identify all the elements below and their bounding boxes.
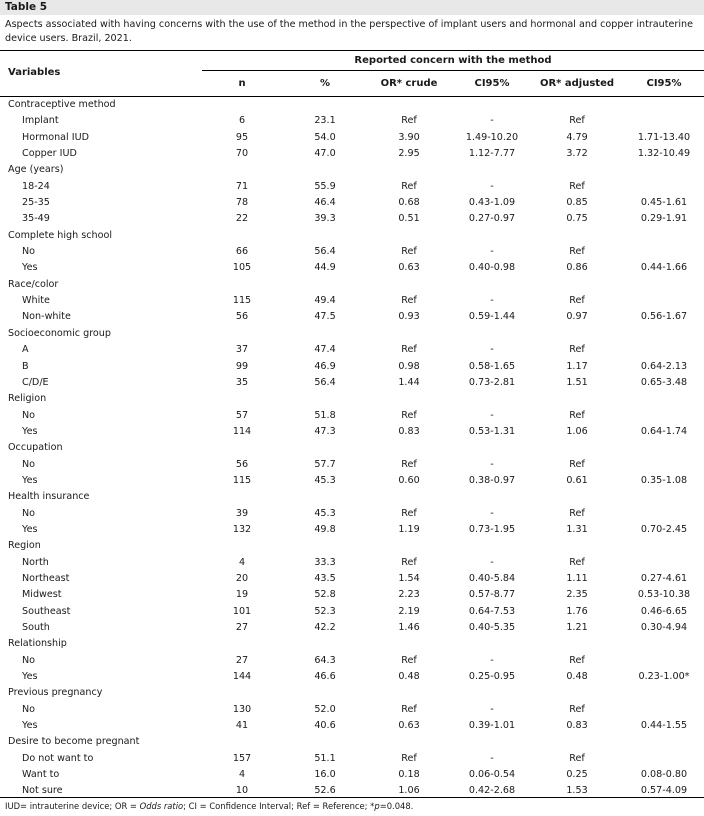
cell-or-crude: Ref	[401, 703, 417, 715]
cell-or-adjusted: Ref	[569, 344, 585, 356]
row-label: B	[22, 360, 29, 372]
cell-n: 105	[232, 262, 252, 274]
cell-ci-adjusted: 1.71-13.40	[637, 131, 691, 143]
group-row	[0, 391, 704, 407]
table-row	[0, 244, 704, 260]
cell-or-adjusted: 1.31	[566, 523, 588, 535]
row-label: White	[22, 295, 50, 307]
cell-or-crude: 0.83	[398, 425, 420, 437]
group-label: Contraceptive method	[8, 99, 116, 110]
footnote-text: IUD= intrauterine device; OR =	[5, 801, 140, 811]
cell-or-crude: 0.51	[398, 213, 420, 225]
cell-ci-crude: 0.40-5.35	[468, 622, 516, 633]
cell-or-adjusted: 1.17	[566, 360, 588, 372]
cell-or-adjusted: Ref	[569, 180, 585, 192]
table-row	[0, 408, 704, 424]
cell-percent: 49.4	[314, 295, 336, 307]
cell-n: 27	[235, 654, 249, 666]
cell-ci-adjusted: 0.70-2.45	[640, 523, 688, 535]
span-rule	[202, 70, 704, 71]
cell-or-crude: 0.60	[398, 474, 420, 486]
row-label: Yes	[22, 474, 38, 486]
cell-ci-adjusted: 0.29-1.91	[640, 213, 688, 225]
cell-or-adjusted: 1.51	[566, 376, 588, 388]
group-row	[0, 734, 704, 750]
cell-ci-crude: 0.73-2.81	[468, 376, 516, 388]
cell-ci-adjusted: 0.27-4.61	[640, 572, 688, 584]
cell-or-adjusted: 3.72	[566, 148, 588, 160]
cell-or-crude: 3.90	[398, 131, 420, 143]
table-row	[0, 375, 704, 391]
table-row	[0, 342, 704, 358]
cell-percent: 51.1	[314, 752, 336, 764]
cell-n: 101	[232, 605, 252, 617]
header-col-or-crude: OR* crude	[380, 78, 438, 89]
cell-or-adjusted: Ref	[569, 409, 585, 421]
row-label: No	[22, 246, 36, 258]
cell-n: 132	[232, 523, 252, 535]
cell-percent: 55.9	[314, 180, 336, 192]
cell-ci-crude: -	[490, 507, 494, 519]
table-row	[0, 620, 704, 636]
cell-or-crude: Ref	[401, 115, 417, 127]
row-label: Do not want to	[22, 752, 94, 764]
row-label: 18-24	[22, 180, 50, 192]
table-row	[0, 179, 704, 195]
cell-ci-crude: -	[490, 246, 494, 258]
table-body	[0, 97, 704, 800]
row-label: 35-49	[22, 213, 50, 225]
cell-ci-crude: 0.73-1.95	[468, 523, 516, 535]
group-label: Health insurance	[8, 491, 90, 503]
cell-percent: 43.5	[314, 572, 336, 584]
cell-percent: 40.6	[314, 720, 336, 732]
cell-or-crude: Ref	[401, 409, 417, 421]
top-rule	[0, 50, 704, 51]
cell-percent: 51.8	[314, 409, 336, 421]
cell-ci-crude: -	[490, 344, 494, 356]
cell-ci-crude: 0.39-1.01	[468, 720, 516, 732]
table-footnote	[5, 801, 413, 812]
cell-n: 115	[232, 295, 252, 307]
cell-ci-adjusted: 0.57-4.09	[640, 785, 688, 797]
cell-or-adjusted: 0.85	[566, 197, 588, 209]
table-row	[0, 359, 704, 375]
cell-ci-adjusted: 0.64-2.13	[640, 360, 688, 372]
header-col-percent: %	[319, 78, 331, 89]
cell-ci-crude: 0.53-1.31	[468, 425, 516, 437]
cell-n: 37	[235, 344, 249, 356]
cell-n: 144	[232, 671, 252, 683]
cell-percent: 64.3	[314, 654, 336, 666]
table-row	[0, 293, 704, 309]
cell-percent: 46.9	[314, 360, 336, 372]
cell-n: 4	[238, 556, 246, 568]
cell-or-adjusted: 1.76	[566, 605, 588, 617]
table-row	[0, 260, 704, 276]
cell-percent: 54.0	[314, 131, 336, 143]
cell-ci-crude: 1.12-7.77	[468, 148, 516, 160]
cell-ci-crude: 0.06-0.54	[468, 769, 516, 781]
row-label: No	[22, 703, 36, 715]
cell-or-adjusted: 1.53	[566, 785, 588, 797]
cell-ci-adjusted: 1.32-10.49	[637, 148, 691, 160]
table-label: Table 5	[0, 0, 704, 15]
cell-ci-crude: -	[490, 458, 494, 470]
cell-ci-crude: 1.49-10.20	[465, 131, 519, 143]
cell-percent: 57.7	[314, 458, 336, 470]
cell-ci-crude: -	[490, 115, 494, 127]
cell-ci-crude: 0.25-0.95	[468, 671, 516, 683]
row-label: South	[22, 622, 50, 633]
cell-or-crude: 0.68	[398, 197, 420, 209]
group-label: Complete high school	[8, 229, 113, 241]
table-row	[0, 555, 704, 571]
cell-ci-crude: 0.38-0.97	[468, 474, 516, 486]
group-label: Occupation	[8, 442, 63, 454]
cell-n: 71	[235, 180, 249, 192]
cell-percent: 45.3	[314, 507, 336, 519]
cell-percent: 47.3	[314, 425, 336, 437]
bottom-rule	[0, 797, 704, 798]
cell-percent: 47.0	[314, 148, 336, 160]
table-row	[0, 506, 704, 522]
cell-ci-crude: 0.43-1.09	[468, 197, 516, 209]
cell-or-adjusted: 4.79	[566, 131, 588, 143]
cell-ci-crude: 0.40-0.98	[468, 262, 516, 274]
cell-n: 4	[238, 769, 246, 781]
cell-n: 157	[232, 752, 252, 764]
cell-or-crude: 1.46	[398, 622, 420, 633]
row-label: Yes	[22, 671, 38, 683]
cell-ci-adjusted: 0.56-1.67	[640, 311, 688, 323]
cell-or-crude: Ref	[401, 507, 417, 519]
footnote-text: =0.048.	[379, 801, 414, 811]
cell-or-adjusted: Ref	[569, 458, 585, 470]
group-row	[0, 538, 704, 554]
row-label: C/D/E	[22, 376, 49, 388]
table-row	[0, 309, 704, 325]
group-label: Relationship	[8, 638, 67, 650]
cell-ci-crude: 0.57-8.77	[468, 589, 516, 601]
row-label: Hormonal IUD	[22, 131, 89, 143]
cell-or-crude: 1.54	[398, 572, 420, 584]
cell-or-crude: 0.93	[398, 311, 420, 323]
table-row	[0, 473, 704, 489]
cell-n: 10	[235, 785, 249, 797]
cell-or-crude: Ref	[401, 752, 417, 764]
table-row	[0, 702, 704, 718]
cell-ci-crude: 0.40-5.84	[468, 572, 516, 584]
cell-percent: 42.2	[314, 622, 336, 633]
cell-or-adjusted: 2.35	[566, 589, 588, 601]
cell-or-adjusted: 1.11	[566, 572, 588, 584]
row-label: North	[22, 556, 49, 568]
row-label: Southeast	[22, 605, 71, 617]
cell-or-adjusted: 0.48	[566, 671, 588, 683]
cell-percent: 44.9	[314, 262, 336, 274]
row-label: Yes	[22, 523, 38, 535]
group-row	[0, 277, 704, 293]
group-row	[0, 162, 704, 178]
table-row	[0, 718, 704, 734]
cell-ci-crude: 0.59-1.44	[468, 311, 516, 323]
cell-n: 39	[235, 507, 249, 519]
row-label: Yes	[22, 720, 38, 732]
table-row	[0, 604, 704, 620]
cell-or-crude: 2.23	[398, 589, 420, 601]
cell-ci-adjusted: 0.45-1.61	[640, 197, 688, 209]
row-label: Northeast	[22, 572, 70, 584]
cell-or-crude: 0.63	[398, 720, 420, 732]
cell-n: 130	[232, 703, 252, 715]
row-label: Not sure	[22, 785, 63, 797]
cell-or-crude: Ref	[401, 180, 417, 192]
cell-ci-adjusted: 0.65-3.48	[640, 376, 688, 388]
cell-n: 27	[235, 622, 249, 633]
table-row	[0, 211, 704, 227]
cell-n: 56	[235, 311, 249, 323]
cell-ci-adjusted: 0.46-6.65	[640, 605, 688, 617]
cell-or-adjusted: Ref	[569, 703, 585, 715]
table-row	[0, 113, 704, 129]
cell-or-adjusted: 0.97	[566, 311, 588, 323]
cell-ci-adjusted: 0.64-1.74	[640, 425, 688, 437]
group-row	[0, 489, 704, 505]
footnote-p: p	[374, 801, 380, 811]
table-row	[0, 195, 704, 211]
header-reported-concern: Reported concern with the method	[354, 55, 552, 66]
cell-or-crude: 2.95	[398, 148, 420, 160]
cell-n: 41	[235, 720, 249, 732]
cell-n: 99	[235, 360, 249, 372]
cell-or-crude: Ref	[401, 458, 417, 470]
cell-or-adjusted: Ref	[569, 654, 585, 666]
cell-or-adjusted: Ref	[569, 556, 585, 568]
footnote-odds-ratio: Odds ratio	[139, 801, 184, 811]
cell-ci-crude: 0.64-7.53	[468, 605, 516, 617]
row-label: No	[22, 507, 36, 519]
table-caption: Aspects associated with having concerns with the use of the method in the perspective of implant users and hormonal and copper intrauterine device users. Brazil, 2021.	[5, 19, 694, 44]
cell-n: 35	[235, 376, 249, 388]
table-row	[0, 130, 704, 146]
cell-ci-crude: -	[490, 752, 494, 764]
cell-or-crude: Ref	[401, 246, 417, 258]
cell-n: 22	[235, 213, 249, 225]
cell-n: 78	[235, 197, 249, 209]
cell-percent: 39.3	[314, 213, 336, 225]
cell-ci-crude: -	[490, 703, 494, 715]
row-label: Non-white	[22, 311, 71, 323]
cell-or-adjusted: 1.21	[566, 622, 588, 633]
cell-n: 19	[235, 589, 249, 601]
table-row	[0, 653, 704, 669]
cell-or-crude: 1.06	[398, 785, 420, 797]
cell-n: 114	[232, 425, 252, 437]
group-label: Region	[8, 540, 41, 552]
cell-percent: 52.3	[314, 605, 336, 617]
cell-percent: 45.3	[314, 474, 336, 486]
cell-n: 20	[235, 572, 249, 584]
cell-or-adjusted: Ref	[569, 246, 585, 258]
cell-ci-adjusted: 0.35-1.08	[640, 474, 688, 486]
cell-or-crude: 0.98	[398, 360, 420, 372]
row-label: Implant	[22, 115, 59, 127]
cell-ci-adjusted: 0.53-10.38	[637, 589, 691, 601]
row-label: Midwest	[22, 589, 62, 601]
cell-ci-crude: 0.27-0.97	[468, 213, 516, 225]
row-label: 25-35	[22, 197, 50, 209]
cell-n: 66	[235, 246, 249, 258]
table-row	[0, 751, 704, 767]
cell-percent: 47.4	[314, 344, 336, 356]
cell-or-adjusted: 0.61	[566, 474, 588, 486]
cell-ci-adjusted: 0.23-1.00*	[638, 671, 690, 683]
cell-percent: 47.5	[314, 311, 336, 323]
header-variables: Variables	[8, 67, 61, 78]
cell-percent: 49.8	[314, 523, 336, 535]
table-row	[0, 146, 704, 162]
cell-percent: 46.6	[314, 671, 336, 683]
table-row	[0, 587, 704, 603]
group-row	[0, 636, 704, 652]
cell-or-crude: Ref	[401, 556, 417, 568]
group-label: Previous pregnancy	[8, 687, 103, 699]
cell-or-crude: Ref	[401, 295, 417, 307]
header-col-ci-adjusted: CI95%	[646, 78, 682, 89]
cell-ci-adjusted: 0.44-1.55	[640, 720, 688, 732]
cell-ci-adjusted: 0.44-1.66	[640, 262, 688, 274]
row-label: A	[22, 344, 29, 356]
row-label: No	[22, 654, 36, 666]
cell-percent: 16.0	[314, 769, 336, 781]
cell-ci-crude: -	[490, 180, 494, 192]
cell-percent: 56.4	[314, 246, 336, 258]
cell-n: 6	[238, 115, 246, 127]
header-col-n: n	[238, 78, 246, 89]
group-label: Desire to become pregnant	[8, 736, 140, 748]
cell-or-crude: 0.48	[398, 671, 420, 683]
cell-percent: 33.3	[314, 556, 336, 568]
cell-or-crude: 0.18	[398, 769, 420, 781]
row-label: No	[22, 409, 36, 421]
cell-or-adjusted: Ref	[569, 115, 585, 127]
cell-or-crude: Ref	[401, 344, 417, 356]
cell-or-crude: 2.19	[398, 605, 420, 617]
cell-n: 95	[235, 131, 249, 143]
cell-or-adjusted: Ref	[569, 295, 585, 307]
cell-ci-crude: -	[490, 409, 494, 421]
group-row	[0, 97, 704, 113]
group-label: Race/color	[8, 278, 59, 290]
group-label: Socioeconomic group	[8, 327, 111, 339]
cell-or-adjusted: Ref	[569, 752, 585, 764]
cell-ci-crude: 0.58-1.65	[468, 360, 516, 372]
cell-ci-adjusted: 0.30-4.94	[640, 622, 688, 633]
cell-ci-crude: -	[490, 654, 494, 666]
cell-or-crude: 1.44	[398, 376, 420, 388]
row-label: Yes	[22, 262, 38, 274]
table-row	[0, 767, 704, 783]
cell-percent: 23.1	[314, 115, 336, 127]
group-row	[0, 440, 704, 456]
cell-or-crude: Ref	[401, 654, 417, 666]
cell-n: 56	[235, 458, 249, 470]
row-label: Copper IUD	[22, 148, 77, 160]
cell-percent: 56.4	[314, 376, 336, 388]
cell-percent: 52.8	[314, 589, 336, 601]
cell-or-adjusted: Ref	[569, 507, 585, 519]
cell-or-adjusted: 0.83	[566, 720, 588, 732]
cell-ci-crude: 0.42-2.68	[468, 785, 516, 797]
cell-ci-crude: -	[490, 295, 494, 307]
cell-ci-adjusted: 0.08-0.80	[640, 769, 688, 781]
group-row	[0, 326, 704, 342]
header-col-or-adjusted: OR* adjusted	[539, 78, 615, 89]
cell-or-adjusted: 1.06	[566, 425, 588, 437]
cell-or-crude: 0.63	[398, 262, 420, 274]
footnote-text: ; CI = Confidence Interval; Ref = Reference; *	[183, 801, 375, 811]
cell-percent: 52.6	[314, 785, 336, 797]
cell-ci-crude: -	[490, 556, 494, 568]
table-row	[0, 522, 704, 538]
cell-or-adjusted: 0.75	[566, 213, 588, 225]
cell-n: 57	[235, 409, 249, 421]
group-row	[0, 228, 704, 244]
cell-or-crude: 1.19	[398, 523, 420, 535]
table-row	[0, 457, 704, 473]
group-label: Religion	[8, 393, 47, 405]
table-row	[0, 424, 704, 440]
group-label: Age (years)	[8, 164, 64, 176]
table-row	[0, 669, 704, 685]
row-label: Yes	[22, 425, 38, 437]
cell-n: 115	[232, 474, 252, 486]
cell-percent: 46.4	[314, 197, 336, 209]
row-label: No	[22, 458, 36, 470]
cell-or-adjusted: 0.25	[566, 769, 588, 781]
group-row	[0, 685, 704, 701]
header-col-ci-crude: CI95%	[474, 78, 510, 89]
row-label: Want to	[22, 769, 60, 781]
table-row	[0, 571, 704, 587]
cell-percent: 52.0	[314, 703, 336, 715]
cell-n: 70	[235, 148, 249, 160]
cell-or-adjusted: 0.86	[566, 262, 588, 274]
